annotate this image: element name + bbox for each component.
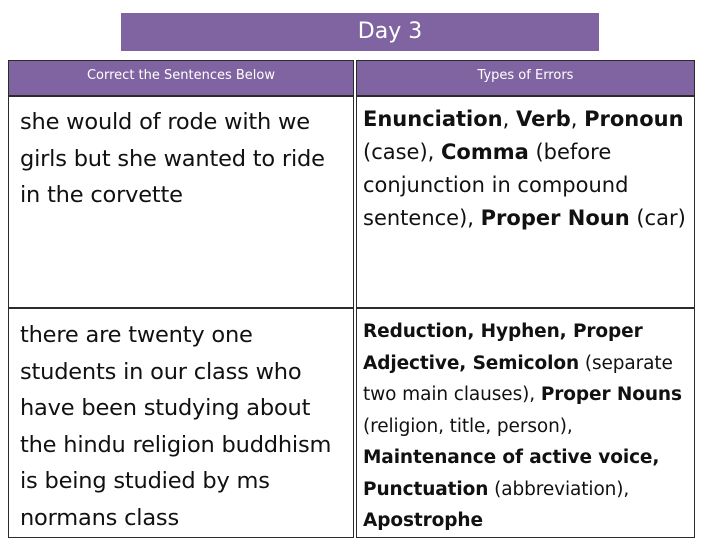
error-type: Reduction, Hyphen, Proper Adjective, Semicolon xyxy=(363,321,643,374)
sentence-cell-2 xyxy=(8,308,354,538)
error-type: Proper Noun xyxy=(480,206,630,230)
error-note: (religion, title, person), xyxy=(363,415,573,437)
error-note: (separate two main clauses), xyxy=(363,352,673,405)
error-note: (abbreviation), xyxy=(488,478,630,500)
error-type: Maintenance of active voice, Punctuation xyxy=(363,447,660,500)
sentence-text-1: she would of rode with we girls but she wanted to ride in the corvette xyxy=(20,109,325,208)
error-note: (before conjunction in compound sentence), xyxy=(363,140,629,230)
error-type: Apostrophe xyxy=(363,510,483,531)
sentence-cell-1 xyxy=(8,96,354,308)
header-sentences: Correct the Sentences Below xyxy=(8,60,354,96)
header-error-types: Types of Errors xyxy=(356,60,695,96)
errors-cell-2 xyxy=(356,308,695,538)
error-note: (car) xyxy=(629,206,686,230)
error-type: Verb xyxy=(516,107,571,131)
slide-title-bar xyxy=(121,13,599,51)
error-type: Pronoun xyxy=(584,107,684,131)
slide-title: Day 3 xyxy=(357,19,423,44)
errors-text-2 xyxy=(363,316,692,537)
errors-cell-1 xyxy=(356,96,695,308)
sentence-text-2: there are twenty one students in our class who have been studying about the hindu religion buddhism is being studied by ms normans class xyxy=(20,322,332,531)
error-note: , xyxy=(570,107,585,131)
error-type: Enunciation xyxy=(363,107,503,131)
error-note: (case), xyxy=(363,140,442,164)
errors-text-1 xyxy=(363,103,692,235)
error-type: Proper Nouns xyxy=(540,384,682,405)
error-type: Comma xyxy=(441,140,529,164)
error-note: , xyxy=(502,107,516,131)
